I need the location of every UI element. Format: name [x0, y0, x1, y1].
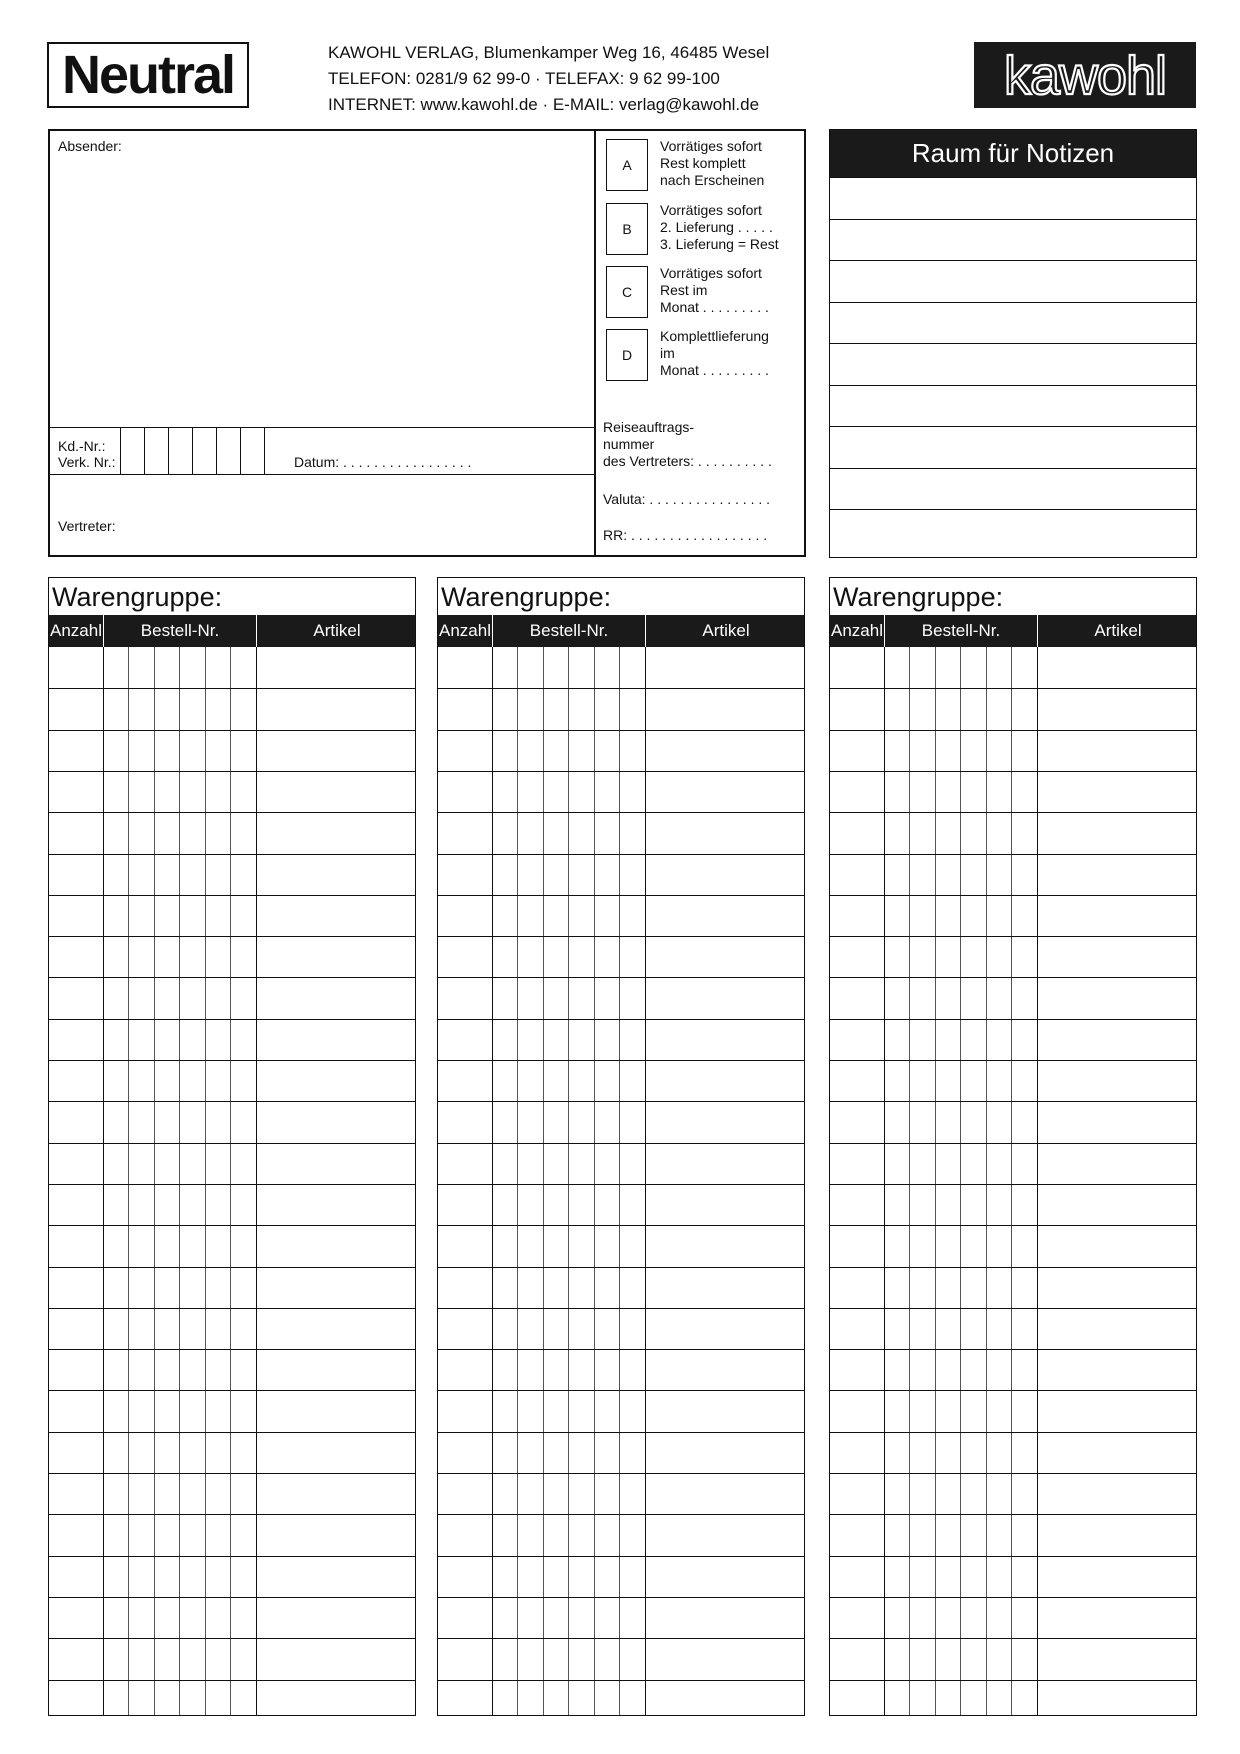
table-row-line [830, 977, 1196, 978]
kd-strip-top [50, 427, 594, 428]
table-row-line [49, 1514, 415, 1515]
reise-line-1: Reiseauftrags- [603, 419, 695, 435]
header-separator [1037, 615, 1038, 647]
table-row-line [830, 1556, 1196, 1557]
company-address [328, 40, 769, 118]
table-row-line [438, 1267, 804, 1268]
table-row-line [438, 977, 804, 978]
table-row-line [830, 1019, 1196, 1020]
column-anzahl: Anzahl [439, 621, 491, 640]
table-row-line [49, 1308, 415, 1309]
header-separator [884, 615, 885, 647]
option-line: 3. Lieferung = Rest [660, 236, 779, 252]
table-row-line [49, 1597, 415, 1598]
table-row-line [830, 1143, 1196, 1144]
option-checkbox-b[interactable]: B [606, 203, 648, 255]
datum-label: Datum: . . . . . . . . . . . . . . . . . [294, 454, 472, 470]
table-row-line [830, 771, 1196, 772]
neutral-badge: Neutral [47, 42, 249, 108]
vertreter-label: Vertreter: [58, 518, 116, 534]
kd-nr-cell-divider [120, 427, 121, 474]
notes-line [830, 177, 1196, 178]
reise-line-3: des Vertreters: . . . . . . . . . . [603, 453, 772, 469]
table-row-line [49, 1390, 415, 1391]
table-row-line [438, 1101, 804, 1102]
kd-nr-cell-divider [264, 427, 265, 474]
option-line: nach Erscheinen [660, 172, 765, 188]
table-row-line [49, 688, 415, 689]
table-row-line [49, 1638, 415, 1639]
option-checkbox-a[interactable]: A [606, 139, 648, 191]
table-row-line [830, 1390, 1196, 1391]
warengruppe-title: Warengruppe: [833, 582, 1004, 612]
table-row-line [438, 688, 804, 689]
option-line: 2. Lieferung . . . . . [660, 219, 773, 235]
notes-line [830, 260, 1196, 261]
table-row-line [49, 1143, 415, 1144]
valuta-label: Valuta: . . . . . . . . . . . . . . . . [603, 491, 771, 507]
header-separator [645, 615, 646, 647]
table-row-line [830, 1514, 1196, 1515]
table-row-line [49, 977, 415, 978]
table-row-line [830, 1349, 1196, 1350]
table-row-line [830, 854, 1196, 855]
table-row-line [438, 854, 804, 855]
table-row-line [830, 1267, 1196, 1268]
table-row-line [49, 812, 415, 813]
company-line-address: KAWOHL VERLAG, Blumenkamper Weg 16, 46485 Wesel [328, 43, 770, 62]
option-text-c [660, 265, 769, 316]
warengruppe-table [829, 577, 1197, 1716]
warengruppe-table [437, 577, 805, 1716]
warengruppe-header [49, 615, 415, 647]
warengruppe-body[interactable] [830, 647, 1196, 1715]
table-row-line [49, 1225, 415, 1226]
form-divider [594, 131, 596, 555]
table-row-line [438, 1225, 804, 1226]
table-row-line [438, 936, 804, 937]
kd-nr-label: Kd.-Nr.: [58, 438, 106, 454]
absender-label: Absender: [58, 138, 122, 154]
notes-panel [829, 129, 1197, 558]
table-row-line [49, 1101, 415, 1102]
table-row-line [830, 1432, 1196, 1433]
table-row-line [438, 1019, 804, 1020]
option-text-a [660, 138, 764, 189]
table-row-line [438, 1184, 804, 1185]
table-row-line [438, 1432, 804, 1433]
table-row-line [830, 1184, 1196, 1185]
table-row-line [49, 771, 415, 772]
notes-line [830, 426, 1196, 427]
notes-line [830, 468, 1196, 469]
kd-strip-bottom [50, 474, 594, 475]
table-row-line [438, 1308, 804, 1309]
option-line: Rest komplett [660, 155, 746, 171]
table-row-line [49, 1473, 415, 1474]
warengruppe-table [48, 577, 416, 1716]
option-line: Rest im [660, 282, 708, 298]
warengruppe-body[interactable] [49, 647, 415, 1715]
column-anzahl: Anzahl [831, 621, 883, 640]
absender-field[interactable] [50, 131, 594, 427]
notes-line [830, 509, 1196, 510]
table-row-line [49, 895, 415, 896]
option-line: Vorrätiges sofort [660, 138, 762, 154]
table-row-line [830, 730, 1196, 731]
verk-nr-label: Verk. Nr.: [58, 454, 116, 470]
table-row-line [830, 688, 1196, 689]
option-text-b [660, 202, 779, 253]
table-row-line [438, 1060, 804, 1061]
option-line: Monat . . . . . . . . . [660, 362, 769, 378]
table-row-line [830, 1308, 1196, 1309]
kd-nr-cell-divider [144, 427, 145, 474]
table-row-line [49, 1432, 415, 1433]
kd-nr-cell-divider [216, 427, 217, 474]
warengruppe-title: Warengruppe: [441, 582, 612, 612]
table-row-line [49, 730, 415, 731]
table-row-line [438, 1597, 804, 1598]
table-row-line [830, 1638, 1196, 1639]
table-row-line [830, 1101, 1196, 1102]
kawohl-logo [974, 42, 1196, 108]
header-separator [492, 615, 493, 647]
table-row-line [49, 854, 415, 855]
notes-line [830, 385, 1196, 386]
table-row-line [49, 1060, 415, 1061]
notes-title: Raum für Notizen [830, 130, 1196, 177]
table-row-line [830, 1225, 1196, 1226]
table-row-line [830, 936, 1196, 937]
reise-label [603, 419, 772, 470]
table-row-line [830, 812, 1196, 813]
column-artikel: Artikel [702, 621, 750, 640]
option-line: Monat . . . . . . . . . [660, 299, 769, 315]
column-bestell-nr: Bestell-Nr. [140, 621, 220, 640]
table-row-line [438, 1556, 804, 1557]
table-row-line [438, 1349, 804, 1350]
table-row-line [830, 1473, 1196, 1474]
notes-line [830, 343, 1196, 344]
table-row-line [438, 1514, 804, 1515]
kd-nr-cell-divider [168, 427, 169, 474]
table-row-line [49, 1019, 415, 1020]
column-artikel: Artikel [1094, 621, 1142, 640]
kd-nr-cell-divider [192, 427, 193, 474]
option-checkbox-d[interactable]: D [606, 329, 648, 381]
table-row-line [438, 1390, 804, 1391]
notes-line [830, 302, 1196, 303]
option-text-d [660, 328, 769, 379]
kd-nr-cell-divider [240, 427, 241, 474]
warengruppe-title: Warengruppe: [52, 582, 223, 612]
table-row-line [438, 895, 804, 896]
header-separator [103, 615, 104, 647]
table-row-line [49, 1556, 415, 1557]
table-row-line [830, 895, 1196, 896]
rr-label: RR: . . . . . . . . . . . . . . . . . . [603, 527, 768, 543]
company-line-phone: TELEFON: 0281/9 62 99-0 · TELEFAX: 9 62 99-100 [328, 69, 720, 88]
warengruppe-header [438, 615, 804, 647]
option-line: Komplettlieferung [660, 328, 769, 344]
company-line-internet: INTERNET: www.kawohl.de · E-MAIL: verlag@kawohl.de [328, 95, 760, 114]
option-line: Vorrätiges sofort [660, 265, 762, 281]
table-row-line [438, 812, 804, 813]
table-row-line [49, 1184, 415, 1185]
table-row-line [438, 1473, 804, 1474]
column-bestell-nr: Bestell-Nr. [529, 621, 609, 640]
notes-line [830, 219, 1196, 220]
table-row-line [49, 1680, 415, 1681]
header-separator [256, 615, 257, 647]
table-row-line [49, 1349, 415, 1350]
warengruppe-header [830, 615, 1196, 647]
option-line: im [660, 345, 675, 361]
option-checkbox-c[interactable]: C [606, 266, 648, 318]
column-anzahl: Anzahl [50, 621, 102, 640]
table-row-line [438, 771, 804, 772]
table-row-line [830, 1597, 1196, 1598]
table-row-line [49, 1267, 415, 1268]
order-form [48, 129, 806, 557]
svg-text:kawohl: kawohl [1003, 46, 1167, 106]
option-line: Vorrätiges sofort [660, 202, 762, 218]
table-row-line [49, 936, 415, 937]
column-artikel: Artikel [313, 621, 361, 640]
table-row-line [830, 1060, 1196, 1061]
table-row-line [830, 1680, 1196, 1681]
reise-line-2: nummer [603, 436, 655, 452]
table-row-line [438, 1680, 804, 1681]
table-row-line [438, 1638, 804, 1639]
table-row-line [438, 730, 804, 731]
column-bestell-nr: Bestell-Nr. [921, 621, 1001, 640]
table-row-line [438, 1143, 804, 1144]
kawohl-logo-mark [974, 42, 1196, 108]
warengruppe-body[interactable] [438, 647, 804, 1715]
